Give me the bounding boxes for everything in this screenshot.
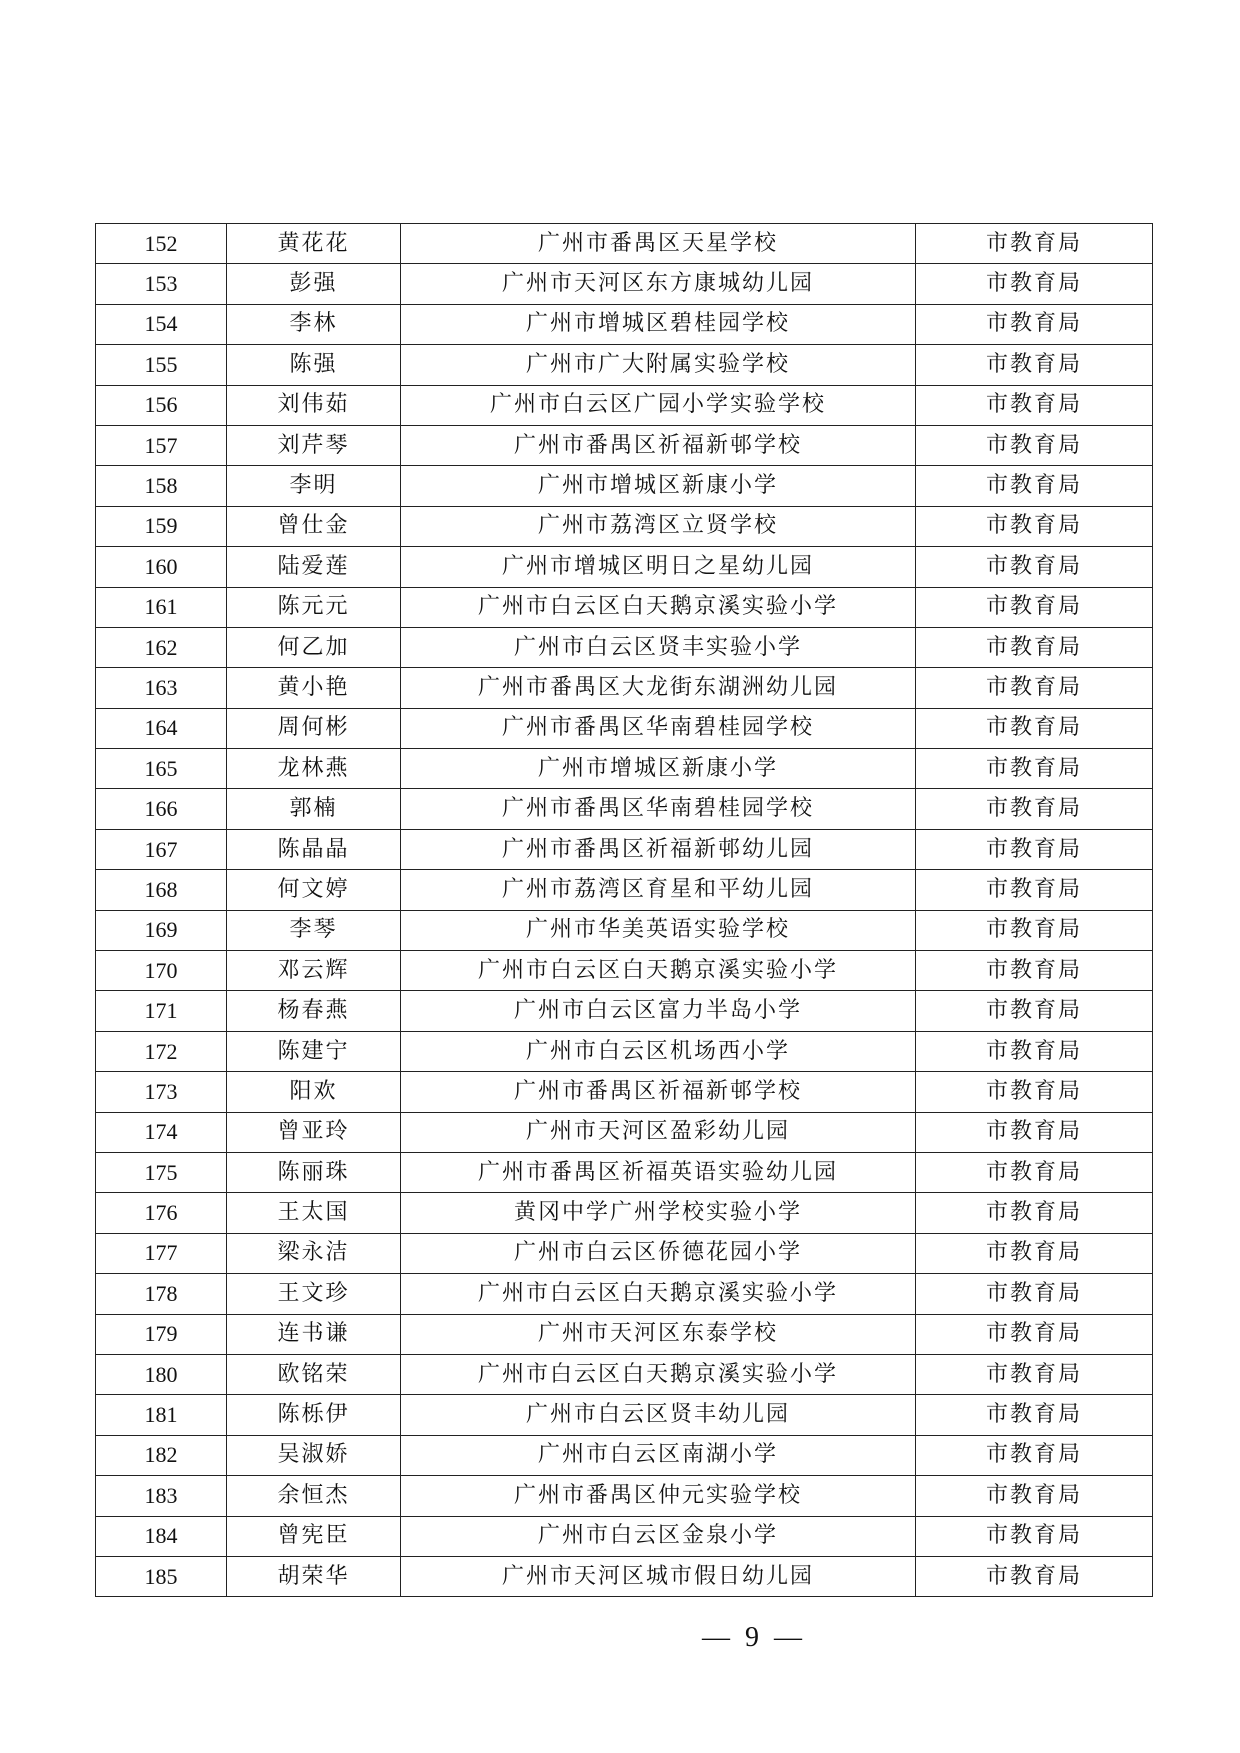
table-row (96, 506, 1153, 546)
table-row (96, 1516, 1153, 1556)
school-cell: 广州市白云区南湖小学 (401, 1435, 916, 1475)
table-row (96, 425, 1153, 465)
table-row (96, 627, 1153, 667)
name-cell: 刘伟茹 (227, 385, 401, 425)
row-number-cell: 161 (96, 587, 227, 627)
school-cell: 广州市华美英语实验学校 (401, 910, 916, 950)
table-row (96, 829, 1153, 869)
name-cell: 阳欢 (227, 1072, 401, 1112)
table-row (96, 1314, 1153, 1354)
recommender-cell: 市教育局 (916, 951, 1153, 991)
name-cell: 曾亚玲 (227, 1112, 401, 1152)
row-number-cell: 172 (96, 1031, 227, 1071)
name-cell: 何文婷 (227, 870, 401, 910)
recommender-cell: 市教育局 (916, 425, 1153, 465)
table-row (96, 951, 1153, 991)
name-cell: 周何彬 (227, 708, 401, 748)
school-cell: 广州市番禺区祈福新邨学校 (401, 425, 916, 465)
school-cell: 广州市天河区东方康城幼儿园 (401, 264, 916, 304)
name-cell: 余恒杰 (227, 1476, 401, 1516)
recommender-cell: 市教育局 (916, 1516, 1153, 1556)
name-cell: 曾仕金 (227, 506, 401, 546)
recommender-cell: 市教育局 (916, 1072, 1153, 1112)
name-cell: 李林 (227, 304, 401, 344)
recommender-cell: 市教育局 (916, 385, 1153, 425)
row-number-cell: 164 (96, 708, 227, 748)
name-cell: 黄小艳 (227, 668, 401, 708)
recommender-cell: 市教育局 (916, 587, 1153, 627)
name-cell: 胡荣华 (227, 1556, 401, 1596)
school-cell: 广州市番禺区大龙街东湖洲幼儿园 (401, 668, 916, 708)
row-number-cell: 154 (96, 304, 227, 344)
recommender-cell: 市教育局 (916, 829, 1153, 869)
school-cell: 广州市白云区金泉小学 (401, 1516, 916, 1556)
row-number-cell: 166 (96, 789, 227, 829)
school-cell: 广州市天河区东泰学校 (401, 1314, 916, 1354)
row-number-cell: 160 (96, 547, 227, 587)
recommender-cell: 市教育局 (916, 1556, 1153, 1596)
table-row (96, 1112, 1153, 1152)
name-cell: 郭楠 (227, 789, 401, 829)
roster-table-body (96, 224, 1153, 1597)
recommender-cell: 市教育局 (916, 224, 1153, 264)
row-number-cell: 162 (96, 627, 227, 667)
table-row (96, 1354, 1153, 1394)
row-number-cell: 183 (96, 1476, 227, 1516)
table-row (96, 668, 1153, 708)
recommender-cell: 市教育局 (916, 547, 1153, 587)
recommender-cell: 市教育局 (916, 1314, 1153, 1354)
table-row (96, 385, 1153, 425)
school-cell: 黄冈中学广州学校实验小学 (401, 1193, 916, 1233)
school-cell: 广州市白云区白天鹅京溪实验小学 (401, 1354, 916, 1394)
recommender-cell: 市教育局 (916, 304, 1153, 344)
school-cell: 广州市天河区盈彩幼儿园 (401, 1112, 916, 1152)
school-cell: 广州市广大附属实验学校 (401, 345, 916, 385)
school-cell: 广州市白云区机场西小学 (401, 1031, 916, 1071)
name-cell: 彭强 (227, 264, 401, 304)
school-cell: 广州市增城区碧桂园学校 (401, 304, 916, 344)
name-cell: 何乙加 (227, 627, 401, 667)
school-cell: 广州市番禺区祈福英语实验幼儿园 (401, 1152, 916, 1192)
table-row (96, 1031, 1153, 1071)
row-number-cell: 184 (96, 1516, 227, 1556)
table-row (96, 1233, 1153, 1273)
school-cell: 广州市天河区城市假日幼儿园 (401, 1556, 916, 1596)
recommender-cell: 市教育局 (916, 1152, 1153, 1192)
recommender-cell: 市教育局 (916, 1435, 1153, 1475)
recommender-cell: 市教育局 (916, 1031, 1153, 1071)
name-cell: 吴淑娇 (227, 1435, 401, 1475)
name-cell: 杨春燕 (227, 991, 401, 1031)
school-cell: 广州市番禺区华南碧桂园学校 (401, 789, 916, 829)
row-number-cell: 173 (96, 1072, 227, 1112)
recommender-cell: 市教育局 (916, 708, 1153, 748)
name-cell: 李琴 (227, 910, 401, 950)
table-row (96, 466, 1153, 506)
name-cell: 陆爱莲 (227, 547, 401, 587)
recommender-cell: 市教育局 (916, 466, 1153, 506)
row-number-cell: 165 (96, 749, 227, 789)
row-number-cell: 158 (96, 466, 227, 506)
school-cell: 广州市白云区广园小学实验学校 (401, 385, 916, 425)
name-cell: 陈元元 (227, 587, 401, 627)
row-number-cell: 163 (96, 668, 227, 708)
name-cell: 陈晶晶 (227, 829, 401, 869)
name-cell: 刘芹琴 (227, 425, 401, 465)
recommender-cell: 市教育局 (916, 506, 1153, 546)
table-row (96, 1274, 1153, 1314)
name-cell: 黄花花 (227, 224, 401, 264)
row-number-cell: 179 (96, 1314, 227, 1354)
row-number-cell: 182 (96, 1435, 227, 1475)
table-row (96, 910, 1153, 950)
name-cell: 陈强 (227, 345, 401, 385)
table-row (96, 1072, 1153, 1112)
table-row (96, 1395, 1153, 1435)
table-row (96, 1476, 1153, 1516)
row-number-cell: 180 (96, 1354, 227, 1394)
table-row (96, 547, 1153, 587)
row-number-cell: 155 (96, 345, 227, 385)
recommender-cell: 市教育局 (916, 1193, 1153, 1233)
school-cell: 广州市白云区白天鹅京溪实验小学 (401, 587, 916, 627)
recommender-cell: 市教育局 (916, 1233, 1153, 1273)
school-cell: 广州市白云区富力半岛小学 (401, 991, 916, 1031)
table-row (96, 304, 1153, 344)
row-number-cell: 153 (96, 264, 227, 304)
school-cell: 广州市白云区白天鹅京溪实验小学 (401, 951, 916, 991)
name-cell: 龙林燕 (227, 749, 401, 789)
page-number: — 9 — (702, 1622, 806, 1653)
school-cell: 广州市番禺区祈福新邨幼儿园 (401, 829, 916, 869)
table-row (96, 1152, 1153, 1192)
row-number-cell: 177 (96, 1233, 227, 1273)
row-number-cell: 156 (96, 385, 227, 425)
row-number-cell: 181 (96, 1395, 227, 1435)
name-cell: 梁永洁 (227, 1233, 401, 1273)
row-number-cell: 178 (96, 1274, 227, 1314)
row-number-cell: 169 (96, 910, 227, 950)
school-cell: 广州市番禺区华南碧桂园学校 (401, 708, 916, 748)
school-cell: 广州市番禺区天星学校 (401, 224, 916, 264)
recommender-cell: 市教育局 (916, 1354, 1153, 1394)
school-cell: 广州市白云区白天鹅京溪实验小学 (401, 1274, 916, 1314)
school-cell: 广州市番禺区祈福新邨学校 (401, 1072, 916, 1112)
name-cell: 陈丽珠 (227, 1152, 401, 1192)
row-number-cell: 171 (96, 991, 227, 1031)
row-number-cell: 176 (96, 1193, 227, 1233)
recommender-cell: 市教育局 (916, 1476, 1153, 1516)
school-cell: 广州市增城区新康小学 (401, 466, 916, 506)
table-row (96, 991, 1153, 1031)
recommender-cell: 市教育局 (916, 991, 1153, 1031)
name-cell: 曾宪臣 (227, 1516, 401, 1556)
recommender-cell: 市教育局 (916, 789, 1153, 829)
name-cell: 欧铭荣 (227, 1354, 401, 1394)
name-cell: 陈建宁 (227, 1031, 401, 1071)
table-row (96, 264, 1153, 304)
row-number-cell: 185 (96, 1556, 227, 1596)
school-cell: 广州市白云区贤丰幼儿园 (401, 1395, 916, 1435)
roster-table (95, 223, 1153, 1597)
name-cell: 邓云辉 (227, 951, 401, 991)
table-row (96, 870, 1153, 910)
table-row (96, 708, 1153, 748)
recommender-cell: 市教育局 (916, 870, 1153, 910)
name-cell: 王太国 (227, 1193, 401, 1233)
recommender-cell: 市教育局 (916, 264, 1153, 304)
recommender-cell: 市教育局 (916, 1112, 1153, 1152)
table-row (96, 789, 1153, 829)
school-cell: 广州市增城区明日之星幼儿园 (401, 547, 916, 587)
row-number-cell: 167 (96, 829, 227, 869)
name-cell: 陈栎伊 (227, 1395, 401, 1435)
school-cell: 广州市荔湾区育星和平幼儿园 (401, 870, 916, 910)
table-row (96, 1435, 1153, 1475)
row-number-cell: 175 (96, 1152, 227, 1192)
row-number-cell: 168 (96, 870, 227, 910)
table-row (96, 587, 1153, 627)
school-cell: 广州市增城区新康小学 (401, 749, 916, 789)
name-cell: 李明 (227, 466, 401, 506)
recommender-cell: 市教育局 (916, 1395, 1153, 1435)
school-cell: 广州市番禺区仲元实验学校 (401, 1476, 916, 1516)
row-number-cell: 170 (96, 951, 227, 991)
recommender-cell: 市教育局 (916, 627, 1153, 667)
recommender-cell: 市教育局 (916, 345, 1153, 385)
recommender-cell: 市教育局 (916, 668, 1153, 708)
recommender-cell: 市教育局 (916, 910, 1153, 950)
row-number-cell: 159 (96, 506, 227, 546)
school-cell: 广州市荔湾区立贤学校 (401, 506, 916, 546)
recommender-cell: 市教育局 (916, 749, 1153, 789)
table-row (96, 749, 1153, 789)
table-row (96, 345, 1153, 385)
row-number-cell: 152 (96, 224, 227, 264)
school-cell: 广州市白云区侨德花园小学 (401, 1233, 916, 1273)
table-row (96, 224, 1153, 264)
school-cell: 广州市白云区贤丰实验小学 (401, 627, 916, 667)
recommender-cell: 市教育局 (916, 1274, 1153, 1314)
table-row (96, 1193, 1153, 1233)
name-cell: 连书谦 (227, 1314, 401, 1354)
row-number-cell: 157 (96, 425, 227, 465)
table-row (96, 1556, 1153, 1596)
name-cell: 王文珍 (227, 1274, 401, 1314)
row-number-cell: 174 (96, 1112, 227, 1152)
